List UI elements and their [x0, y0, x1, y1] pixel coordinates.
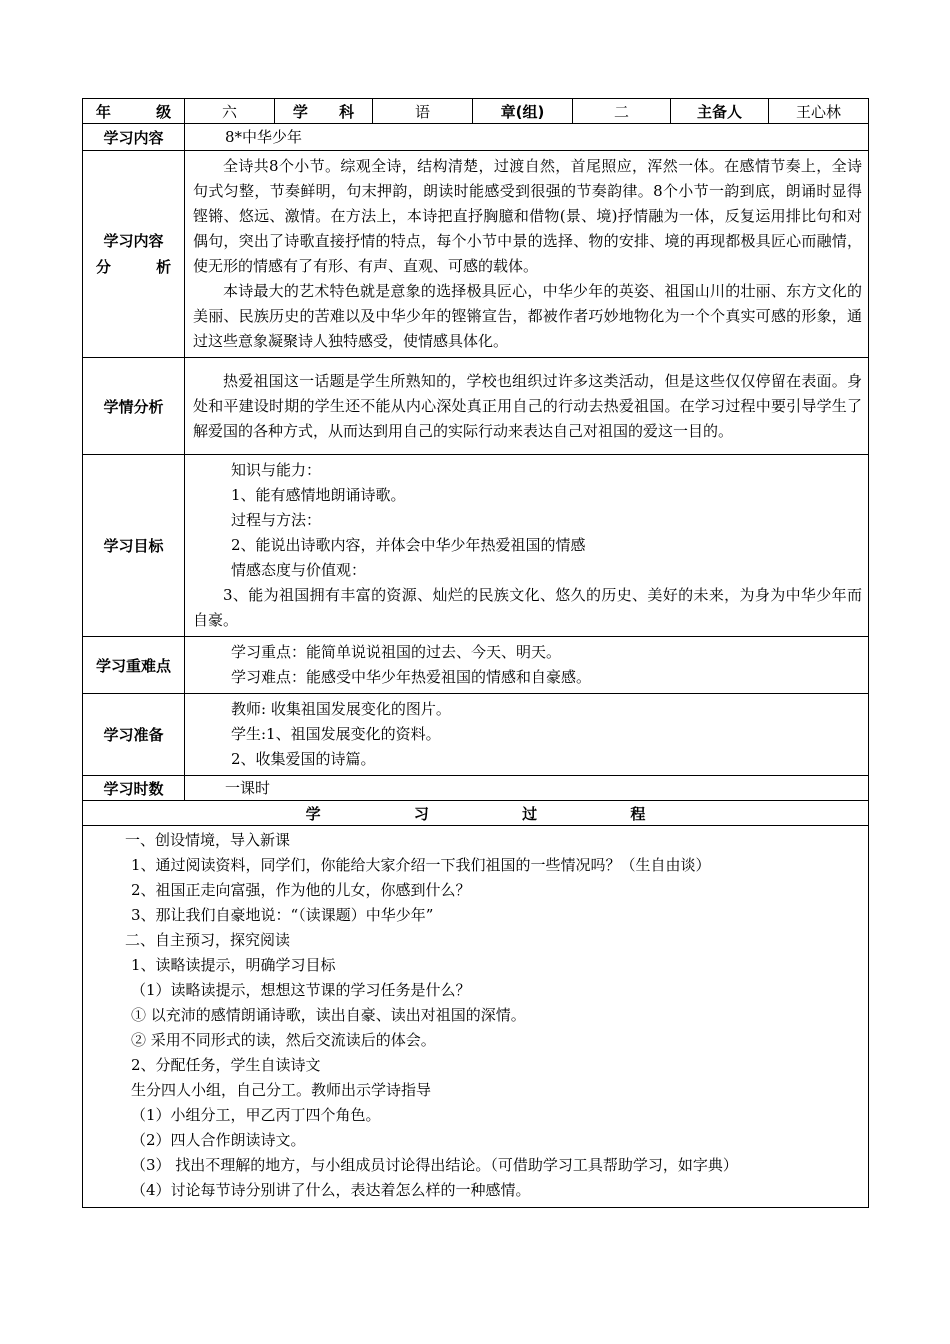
chapter-label: 章(组)	[473, 99, 573, 124]
prep-line-3: 2、收集爱国的诗篇。	[231, 750, 376, 768]
process-title: 学 习 过 程	[83, 801, 869, 826]
process-row	[83, 826, 869, 1208]
hours-label: 学习时数	[83, 776, 185, 801]
chapter-value: 二	[573, 99, 671, 124]
analysis-row	[83, 151, 869, 358]
content-row	[83, 124, 869, 151]
key-point-line-1: 学习重点：能简单说说祖国的过去、今天、明天。	[231, 643, 562, 661]
lesson-plan-table	[82, 98, 869, 1208]
hours-row	[83, 776, 869, 801]
prep-cell	[185, 694, 869, 776]
goals-line-4: 2、能说出诗歌内容，并体会中华少年热爱祖国的情感	[231, 536, 586, 554]
process-line: 生分四人小组，自己分工。教师出示学诗指导	[131, 1081, 432, 1099]
prep-label: 学习准备	[83, 694, 185, 776]
prep-line-1: 教师: 收集祖国发展变化的图片。	[231, 700, 451, 718]
grade-label: 年 级	[83, 99, 185, 124]
situation-label: 学情分析	[83, 358, 185, 455]
content-label: 学习内容	[83, 124, 185, 151]
process-line: ① 以充沛的感情朗诵诗歌，读出自豪、读出对祖国的深情。	[131, 1006, 526, 1024]
grade-value: 六	[185, 99, 275, 124]
goals-label: 学习目标	[83, 455, 185, 637]
situation-row	[83, 358, 869, 455]
goals-line-1: 知识与能力：	[231, 461, 322, 479]
process-line: 2、分配任务，学生自读诗文	[131, 1056, 321, 1074]
header-row	[83, 99, 869, 124]
prep-line-2: 学生:1、祖国发展变化的资料。	[231, 725, 441, 743]
key-points-cell	[185, 637, 869, 694]
process-title-row	[83, 801, 869, 826]
key-points-label: 学习重难点	[83, 637, 185, 694]
analysis-label-line1: 学习内容	[103, 232, 164, 250]
content-value: 8*中华少年	[185, 124, 869, 151]
situation-text-cell	[185, 358, 869, 455]
process-line: （1）读略读提示，想想这节课的学习任务是什么？	[131, 981, 471, 999]
process-line: ② 采用不同形式的读，然后交流读后的体会。	[131, 1031, 436, 1049]
subject-value: 语	[373, 99, 473, 124]
goals-line-3: 过程与方法：	[231, 511, 322, 529]
key-point-line-2: 学习难点：能感受中华少年热爱祖国的情感和自豪感。	[231, 668, 592, 686]
preparer-value: 王心林	[769, 99, 869, 124]
goals-text-cell	[185, 455, 869, 637]
process-line: 1、通过阅读资料，同学们，你能给大家介绍一下我们祖国的一些情况吗？（生自由谈）	[131, 856, 711, 874]
process-cell	[83, 826, 869, 1208]
process-line: （2）四人合作朗读诗文。	[131, 1131, 306, 1149]
process-line: 1、读略读提示，明确学习目标	[131, 956, 336, 974]
subject-label: 学 科	[275, 99, 373, 124]
key-points-row	[83, 637, 869, 694]
analysis-text	[185, 151, 869, 358]
analysis-label-line2: 分 析	[95, 258, 172, 276]
process-line: （4）讨论每节诗分别讲了什么，表达着怎么样的一种感情。	[131, 1181, 531, 1199]
process-line: 一、创设情境，导入新课	[125, 831, 291, 849]
analysis-paragraph-1: 全诗共8个小节。综观全诗，结构清楚，过渡自然，首尾照应，浑然一体。在感情节奏上，全诗句式匀整，节奏鲜明，句末押韵，朗读时能感受到很强的节奏韵律。8个小节一韵到底，朗诵时显得铿锵、悠远、激情。在方法上，本诗把直抒胸臆和借物(景、境)抒情融为一体，反复运用排比句和对偶句，突出了诗歌直接抒情的特点，每个小节中景的选择、物的安排、境的再现都极具匠心而融情，使无形的情感有了有形、有声、直观、可感的载体。	[193, 157, 862, 275]
preparer-label: 主备人	[671, 99, 769, 124]
lesson-plan-sheet	[82, 98, 868, 1208]
goals-line-2: 1、能有感情地朗诵诗歌。	[231, 486, 406, 504]
process-line: （3） 找出不理解的地方，与小组成员讨论得出结论。（可借助学习工具帮助学习，如字典）	[131, 1156, 738, 1174]
situation-text: 热爱祖国这一话题是学生所熟知的，学校也组织过许多这类活动，但是这些仅仅停留在表面。身处和平建设时期的学生还不能从内心深处真正用自己的行动去热爱祖国。在学习过程中要引导学生了解爱国的各种方式，从而达到用自己的实际行动来表达自己对祖国的爱这一目的。	[193, 371, 862, 440]
process-line: 2、祖国正走向富强，作为他的儿女，你感到什么？	[131, 881, 471, 899]
process-line: 二、自主预习，探究阅读	[125, 931, 291, 949]
hours-value: 一课时	[185, 776, 869, 801]
analysis-paragraph-2: 本诗最大的艺术特色就是意象的选择极具匠心，中华少年的英姿、祖国山川的壮丽、东方文化的美丽、民族历史的苦难以及中华少年的铿锵宣告，都被作者巧妙地物化为一个个真实可感的形象，通过这些意象凝聚诗人独特感受，使情感具体化。	[193, 282, 862, 350]
process-line: （1）小组分工，甲乙丙丁四个角色。	[131, 1106, 381, 1124]
analysis-label	[83, 151, 185, 358]
goals-line-5: 情感态度与价值观：	[231, 561, 367, 579]
goals-line-6: 3、能为祖国拥有丰富的资源、灿烂的民族文化、悠久的历史、美好的未来，为身为中华少年而自豪。	[193, 586, 862, 629]
process-line: 3、那让我们自豪地说：“（读课题）中华少年”	[131, 906, 434, 924]
prep-row	[83, 694, 869, 776]
goals-row	[83, 455, 869, 637]
